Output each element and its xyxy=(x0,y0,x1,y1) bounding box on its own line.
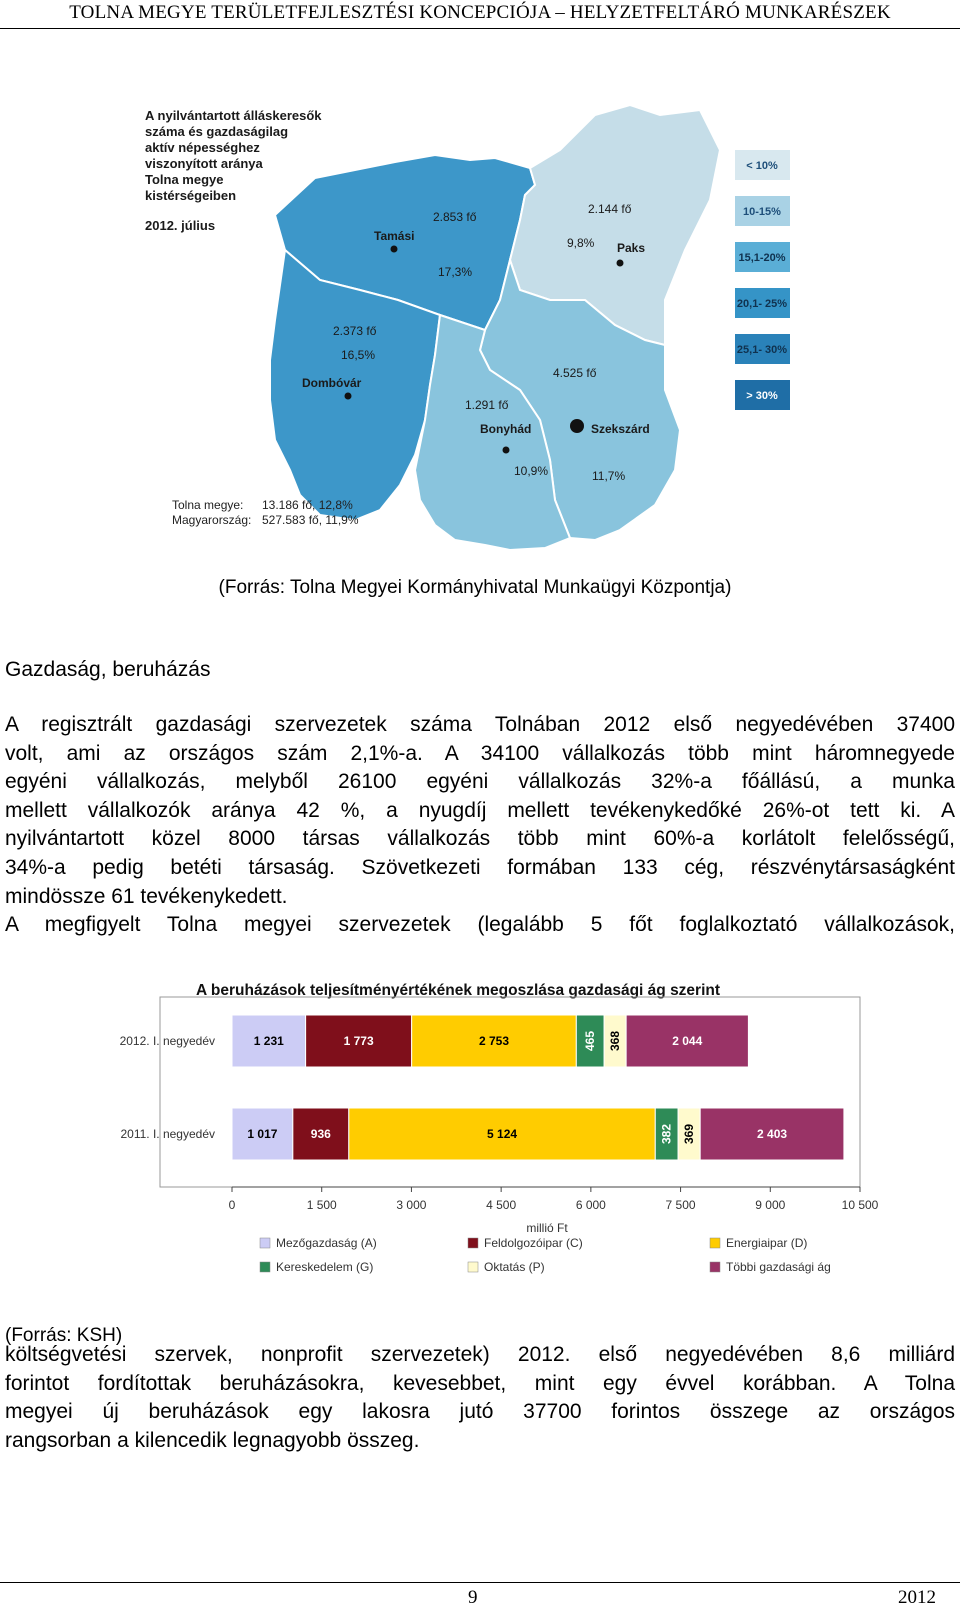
legend-entry-label: Mezőgazdaság (A) xyxy=(276,1236,377,1250)
legend-label-1: < 10% xyxy=(746,160,778,172)
legend-entry-label: Feldolgozóipar (C) xyxy=(484,1236,583,1250)
bar-data-label: 2 753 xyxy=(478,1034,510,1048)
map-title-line-6: kistérségeiben xyxy=(145,188,237,203)
legend-label-4: 20,1- 25% xyxy=(736,298,788,310)
szekszard-pct: 11,7% xyxy=(592,469,626,483)
bar-data-label: 382 xyxy=(659,1123,674,1145)
page-number: 9 xyxy=(468,1587,478,1608)
summary-label-tolna: Tolna megye: xyxy=(172,498,244,512)
investment-chart-svg xyxy=(70,975,890,1310)
bonyhad-name: Bonyhád xyxy=(480,422,532,436)
chart-legend xyxy=(260,1236,831,1274)
paks-count: 2.144 fő xyxy=(588,202,632,216)
chart-title: A beruházások teljesítményértékének megoszlása gazdasági ág szerint xyxy=(195,982,721,999)
map-title-line-1: A nyilvántartott álláskeresők xyxy=(145,108,322,123)
x-tick-label: 9 000 xyxy=(755,1198,786,1212)
tamasi-count: 2.853 fő xyxy=(433,210,477,224)
x-tick-label: 0 xyxy=(228,1198,236,1212)
x-tick-label: 3 000 xyxy=(396,1198,427,1212)
chart-source-caption: (Forrás: KSH) xyxy=(5,1325,123,1346)
bonyhad-count: 1.291 fő xyxy=(465,398,509,412)
paragraph-1 xyxy=(5,711,955,940)
bonyhad-dot xyxy=(503,447,510,454)
szekszard-count: 4.525 fő xyxy=(553,366,597,380)
summary-value-hungary: 527.583 fő, 11,9% xyxy=(262,513,359,527)
legend-swatch xyxy=(710,1238,720,1248)
paragraph-1-line: volt, ami az országos szám 2,1%-a. A 34100 vállalkozás több mint háromnegyede xyxy=(5,741,955,765)
paragraph-3 xyxy=(5,1341,955,1455)
bars-layer xyxy=(232,1015,844,1160)
map-legend xyxy=(735,150,790,410)
legend-label-5: 25,1- 30% xyxy=(736,344,788,356)
section-title: Gazdaság, beruházás xyxy=(5,658,211,681)
legend-label-2: 10-15% xyxy=(743,206,781,218)
paragraph-1-line: egyéni vállalkozás, melyből 26100 egyéni vállalkozás 32%-a főállású, a munka xyxy=(5,770,955,794)
map-date: 2012. július xyxy=(145,218,216,233)
paragraph-3-line: forintot fordítottak beruházásokra, kevesebbet, mint egy évvel korábban. A Tolna xyxy=(5,1371,955,1395)
map-title-line-3: aktív népességhez xyxy=(145,140,260,155)
paragraph-3-line: rangsorban a kilencedik legnagyobb összeg. xyxy=(5,1428,420,1452)
x-tick-label: 7 500 xyxy=(665,1198,696,1212)
szekszard-dot xyxy=(570,419,584,433)
map-title-line-4: viszonyított aránya xyxy=(145,156,263,171)
bar-data-label: 465 xyxy=(583,1030,598,1052)
legend-entry-label: Energiaipar (D) xyxy=(726,1236,808,1250)
legend-swatch xyxy=(260,1238,270,1248)
bar-data-label: 2 044 xyxy=(672,1034,703,1048)
bar-data-label: 368 xyxy=(608,1030,623,1052)
bar-data-label: 1 017 xyxy=(247,1127,278,1141)
map-svg xyxy=(140,100,820,550)
bar-data-label: 5 124 xyxy=(487,1127,518,1141)
paragraph-3-line: költségvetési szervek, nonprofit szervezetek) 2012. első negyedévében 8,6 milliárd xyxy=(5,1343,955,1366)
x-axis-label: millió Ft xyxy=(526,1221,568,1235)
dombovar-dot xyxy=(345,393,352,400)
legend-swatch xyxy=(710,1262,720,1272)
paragraph-2-line: A megfigyelt Tolna megyei szervezetek (legalább 5 főt foglalkoztató vállalkozások, xyxy=(5,913,955,937)
legend-swatch xyxy=(468,1238,478,1248)
header-rule xyxy=(0,28,960,29)
legend-swatch xyxy=(260,1262,270,1272)
bar-data-label: 369 xyxy=(682,1123,697,1145)
dombovar-pct: 16,5% xyxy=(341,348,376,362)
legend-label-3: 15,1-20% xyxy=(738,252,786,264)
szekszard-name: Szekszárd xyxy=(591,422,650,436)
summary-label-hungary: Magyarország: xyxy=(172,513,252,527)
paragraph-1-line: A regisztrált gazdasági szervezetek száma Tolnában 2012 első negyedévében 37400 xyxy=(5,713,955,736)
bar-data-label: 1 231 xyxy=(253,1034,284,1048)
bar-data-label: 936 xyxy=(310,1127,331,1141)
tamasi-name: Tamási xyxy=(374,229,415,243)
bonyhad-pct: 10,9% xyxy=(514,464,549,478)
x-tick-label: 1 500 xyxy=(306,1198,337,1212)
paragraph-1-line: mindössze 61 tevékenykedett. xyxy=(5,884,288,908)
paks-dot xyxy=(617,260,624,267)
unemployment-map xyxy=(140,100,820,550)
page-header xyxy=(0,0,960,29)
investment-chart xyxy=(70,975,890,1310)
footer-rule xyxy=(0,1582,960,1583)
paragraph-1-line: mellett vállalkozók aránya 42 %, a nyugdíj mellett tevékenykedőké 26%-ot tett ki. A xyxy=(5,798,955,822)
legend-entry-label: Oktatás (P) xyxy=(484,1260,545,1274)
summary-value-tolna: 13.186 fő, 12,8% xyxy=(262,498,353,512)
paragraph-1-line: 34%-a pedig betéti társaság. Szövetkezeti formában 133 cég, részvénytársaságként xyxy=(5,855,955,879)
paragraph-3-line: megyei új beruházások egy lakosra jutó 37700 forintos összege az országos xyxy=(5,1400,955,1424)
map-source-caption: (Forrás: Tolna Megyei Kormányhivatal Munkaügyi Központja) xyxy=(218,577,732,598)
map-title-line-2: száma és gazdaságilag xyxy=(145,124,289,139)
legend-entry-label: Kereskedelem (G) xyxy=(276,1260,374,1274)
tamasi-dot xyxy=(391,246,398,253)
map-title-line-5: Tolna megye xyxy=(145,172,224,187)
x-tick-label: 6 000 xyxy=(575,1198,606,1212)
paks-pct: 9,8% xyxy=(567,236,595,250)
category-label: 2012. I. negyedév xyxy=(119,1034,215,1048)
legend-entry-label: Többi gazdasági ág xyxy=(726,1260,831,1274)
legend-label-6: > 30% xyxy=(746,390,778,402)
tamasi-pct: 17,3% xyxy=(438,265,473,279)
paragraph-1-line: nyilvántartott közel 8000 társas vállalkozás több mint 60%-a korlátolt felelősségű, xyxy=(5,827,955,851)
category-label: 2011. I. negyedév xyxy=(120,1127,215,1141)
x-tick-label: 10 500 xyxy=(841,1198,879,1212)
legend-swatch xyxy=(468,1262,478,1272)
x-tick-label: 4 500 xyxy=(486,1198,517,1212)
dombovar-name: Dombóvár xyxy=(302,376,362,390)
paks-name: Paks xyxy=(617,241,646,255)
header-title: TOLNA MEGYE TERÜLETFEJLESZTÉSI KONCEPCIÓJA – HELYZETFELTÁRÓ MUNKARÉSZEK xyxy=(69,2,891,23)
footer-year: 2012 xyxy=(898,1587,936,1608)
dombovar-count: 2.373 fő xyxy=(333,324,377,338)
bar-data-label: 1 773 xyxy=(343,1034,374,1048)
bar-data-label: 2 403 xyxy=(757,1127,788,1141)
